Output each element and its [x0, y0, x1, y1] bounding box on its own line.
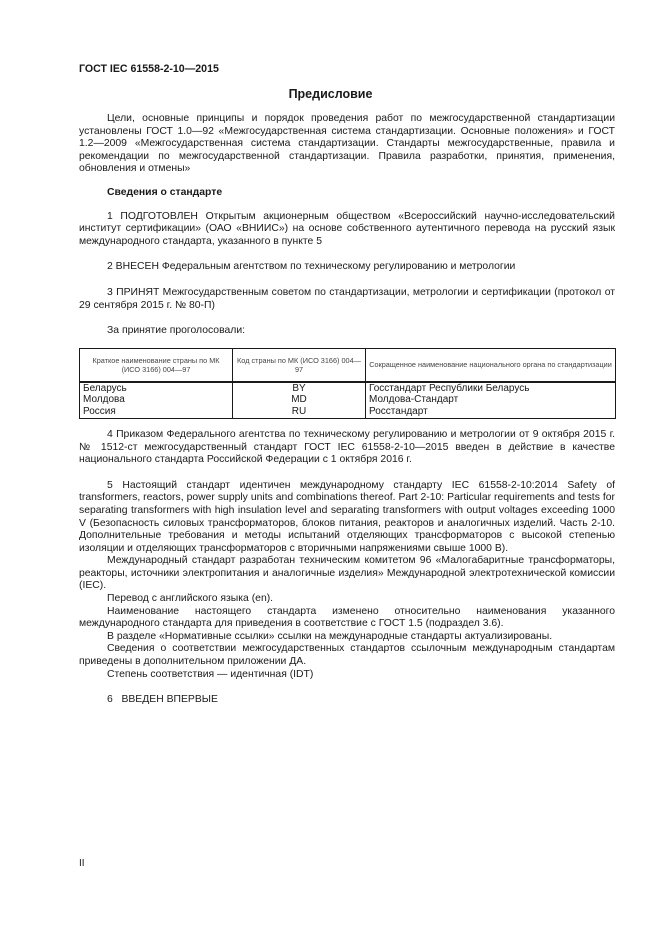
- item-5-committee: Международный стандарт разработан техническим комитетом 96 «Малогабаритные трансформаторы, реакторы, источники электропитания и аналогичные изделия» Международной электротехнической комиссии (IEC).: [79, 555, 615, 592]
- country-code: MD: [233, 394, 366, 405]
- item-3-adopted: 3 ПРИНЯТ Межгосударственным советом по стандартизации, метрологии и сертификации (протокол от 29 сентября 2015 г. № 80-П): [79, 286, 615, 311]
- intro-paragraph: Цели, основные принципы и порядок проведения работ по межгосударственной стандартизации установлены ГОСТ 1.0—92 «Межгосударственная система стандартизации. Основные положения» и ГОСТ 1.2—2009 «Межгосударственная система стандартизации. Стандарты межгосударственные, правила и рекомендации по межгосударственной стандартизации. Правила разработки, принятия, применения, обновления и отмены»: [79, 113, 615, 175]
- standards-body: Госстандарт Республики Беларусь: [366, 382, 616, 394]
- table-row: [80, 394, 616, 405]
- item-5-translation: Перевод с английского языка (en).: [107, 593, 274, 605]
- voting-countries-table: [79, 348, 616, 419]
- standard-info-heading: Сведения о стандарте: [107, 186, 223, 198]
- item-5-degree: Степень соответствия — идентичная (IDT): [107, 668, 314, 680]
- country-name: Беларусь: [80, 382, 233, 394]
- country-name: Россия: [80, 406, 233, 419]
- country-code: BY: [233, 382, 366, 394]
- preface-body: [79, 113, 615, 707]
- voted-label: За принятие проголосовали:: [107, 325, 246, 337]
- item-2-introduced: 2 ВНЕСЕН Федеральным агентством по техническому регулированию и метрологии: [107, 261, 516, 273]
- standards-body: Молдова-Стандарт: [366, 394, 616, 405]
- standards-body: Росстандарт: [366, 406, 616, 419]
- item-4-order: 4 Приказом Федерального агентства по техническому регулированию и метрологии от 9 октября 2015 г. № 1512-ст межгосударственный стандарт ГОСТ IEC 61558-2-10—2015 введен в действие в качестве национального стандарта Российской Федерации с 1 октября 2016 г.: [79, 428, 615, 466]
- item-1-prepared: 1 ПОДГОТОВЛЕН Открытым акционерным обществом «Всероссийский научно-исследовательский институт сертификации» (ОАО «ВНИИС») на основе собственного аутентичного перевода на русский язык международного стандарта, указанного в пункте 5: [79, 210, 615, 247]
- table-row: [80, 406, 616, 419]
- header-country-name: Краткое наименование страны по МК (ИСО 3166) 004—97: [80, 348, 233, 382]
- page-number: II: [79, 858, 85, 869]
- item-5-name-change: Наименование настоящего стандарта изменено относительно наименования указанного международного стандарта для приведения в соответствие с ГОСТ 1.5 (подраздел 3.6).: [79, 605, 615, 630]
- header-standards-body: Сокращенное наименование национального органа по стандартизации: [366, 348, 616, 382]
- header-country-code: Код страны по МК (ИСО 3166) 004—97: [233, 348, 366, 382]
- country-code: RU: [233, 406, 366, 419]
- country-name: Молдова: [80, 394, 233, 405]
- table-row: [80, 382, 616, 394]
- document-code-header: ГОСТ IEC 61558-2-10—2015: [79, 63, 219, 75]
- item-5-identical: 5 Настоящий стандарт идентичен международному стандарту IEC 61558-2-10:2014 Safety of transformers, reactors, power supply units and combinations thereof. Part 2-10: Particular requirements and tests for separating transformers with high insulation level and separating transformers with output voltages exceeding 1000 V (Безопасность силовых трансформаторов, блоков питания, реакторов и аналогичных изделий. Часть 2-10. Дополнительные требования и методы испытаний отделяющих трансформаторов с высокой степенью изоляции и отделяющих трансформаторов с вторичными напряжениями свыше 1000 В).: [79, 479, 615, 554]
- item-5-appendix: Сведения о соответствии межгосударственных стандартов ссылочным международным стандартам приведены в дополнительном приложении ДА.: [79, 643, 615, 668]
- table-header-row: [80, 348, 616, 382]
- item-6-first-introduced: 6 ВВЕДЕН ВПЕРВЫЕ: [107, 694, 218, 706]
- preface-title: Предисловие: [288, 87, 373, 101]
- item-5-references: В разделе «Нормативные ссылки» ссылки на международные стандарты актуализированы.: [107, 630, 553, 642]
